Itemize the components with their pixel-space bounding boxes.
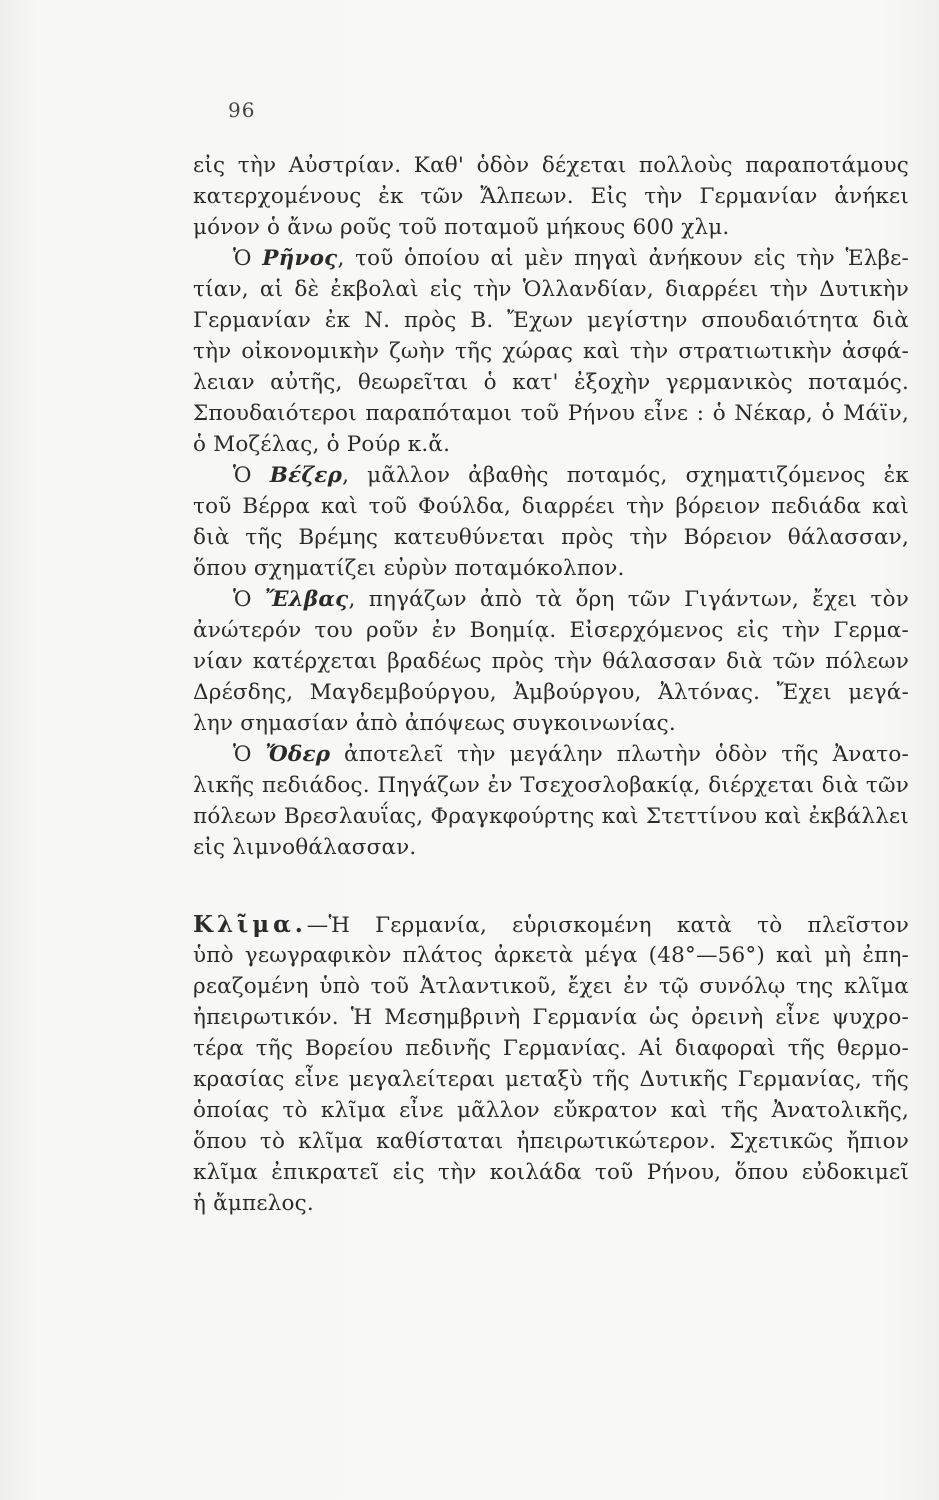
article: Ὁ — [233, 742, 266, 767]
text-line — [193, 1157, 909, 1188]
line-text: τοῦ Βέρρα καὶ τοῦ Φούλδα, διαρρέει τὴν βόρειον πεδιάδα καὶ — [193, 494, 909, 519]
text-line — [193, 367, 909, 398]
line-text: Σπουδαιότεροι παραπόταμοι τοῦ Ρήνου εἶνε : ὁ Νέκαρ, ὁ Μάϊν, — [193, 401, 909, 426]
section-gap — [193, 863, 909, 909]
paragraph — [193, 909, 909, 1219]
river-name: Ὄδερ — [265, 742, 331, 767]
line-text: τέρα τῆς Βορείου πεδινῆς Γερμανίας. Αἱ διαφοραὶ τῆς θερμο- — [193, 1036, 909, 1061]
line-text: τίαν, αἱ δὲ ἐκβολαὶ εἰς τὴν Ὁλλανδίαν, διαρρέει τὴν Δυτικὴν — [193, 277, 909, 302]
line-text: λικῆς πεδιάδος. Πηγάζων ἐν Τσεχοσλοβακίᾳ, διέρχεται διὰ τῶν — [193, 773, 909, 798]
line-text: ἀποτελεῖ τὴν μεγάλην πλωτὴν ὁδὸν τῆς Ἀνατο- — [330, 742, 909, 767]
line-text: ἠπειρωτικόν. Ἡ Μεσημβρινὴ Γερμανία ὡς ὀρεινὴ εἶνε ψυχρο- — [193, 1005, 909, 1030]
river-name: Ἔλβας — [264, 587, 349, 612]
text-line — [193, 1033, 909, 1064]
page-number: 96 — [228, 98, 256, 122]
text-line — [193, 305, 909, 336]
paragraph — [193, 243, 909, 460]
line-text: εἰς λιμνοθάλασσαν. — [193, 835, 417, 860]
text-line — [193, 801, 909, 832]
body-text — [193, 150, 909, 1219]
text-line — [193, 243, 909, 274]
line-text: λειαν αὐτῆς, θεωρεῖται ὁ κατ' ἐξοχὴν γερμανικὸς ποταμός. — [193, 370, 909, 395]
river-name: Ρῆνος — [262, 246, 338, 271]
text-line — [193, 971, 909, 1002]
paragraph — [193, 584, 909, 739]
text-line — [193, 1064, 909, 1095]
text-line — [193, 553, 909, 584]
line-text: ἀνώτερόν του ροῦν ἐν Βοημίᾳ. Εἰσερχόμενος εἰς τὴν Γερμα- — [193, 618, 909, 643]
text-line — [193, 1126, 909, 1157]
line-text: κλῖμα ἐπικρατεῖ εἰς τὴν κοιλάδα τοῦ Ρήνου, ὅπου εὐδοκιμεῖ — [193, 1160, 909, 1185]
text-line — [193, 739, 909, 770]
text-line — [193, 336, 909, 367]
text-line — [193, 1095, 909, 1126]
text-line — [193, 398, 909, 429]
line-text: ἡ ἄμπελος. — [193, 1191, 314, 1216]
text-line — [193, 1002, 909, 1033]
article: Ὁ — [233, 463, 270, 488]
line-text: τὴν οἰκονομικὴν ζωὴν τῆς χώρας καὶ τὴν στρατιωτικὴν ἀσφά- — [193, 339, 909, 364]
line-text: ὅπου σχηματίζει εὐρὺν ποταμόκολπον. — [193, 556, 625, 581]
text-line — [193, 522, 909, 553]
line-text: διὰ τῆς Βρέμης κατευθύνεται πρὸς τὴν Βόρειον θάλασσαν, — [193, 525, 909, 550]
line-text: ὑπὸ γεωγραφικὸν πλάτος ἀρκετὰ μέγα (48°—56°) καὶ μὴ ἐπη- — [193, 943, 909, 968]
text-line — [193, 646, 909, 677]
line-text: ὁποίας τὸ κλῖμα εἶνε μᾶλλον εὔκρατον καὶ τῆς Ἀνατολικῆς, — [193, 1098, 909, 1123]
river-name: Βέζερ — [269, 463, 343, 488]
line-text: ὁ Μοζέλας, ὁ Ρούρ κ.ἄ. — [193, 432, 451, 457]
article: Ὁ — [233, 587, 265, 612]
text-line — [193, 181, 909, 212]
text-line — [193, 429, 909, 460]
line-text: , μᾶλλον ἀβαθὴς ποταμός, σχηματιζόμενος ἐκ — [342, 463, 909, 488]
paragraph — [193, 460, 909, 584]
text-line — [193, 708, 909, 739]
line-text: λην σημασίαν ἀπὸ ἀπόψεως συγκοινωνίας. — [193, 711, 676, 736]
line-text: ρεαζομένη ὑπὸ τοῦ Ἀτλαντικοῦ, ἔχει ἐν τῷ συνόλῳ της κλῖμα — [193, 974, 909, 999]
paragraph — [193, 150, 909, 243]
line-text: —Ἡ Γερμανία, εὑρισκομένη κατὰ τὸ πλεῖστον — [306, 913, 909, 938]
text-line — [193, 150, 909, 181]
line-text: Δρέσδης, Μαγδεμβούργου, Ἀμβούργου, Ἀλτόνας. Ἔχει μεγά- — [193, 680, 909, 705]
line-text: μόνον ὁ ἄνω ροῦς τοῦ ποταμοῦ μήκους 600 χλμ. — [193, 215, 730, 240]
line-text: πόλεων Βρεσλαυΐας, Φραγκφούρτης καὶ Στεττίνου καὶ ἐκβάλλει — [193, 804, 909, 829]
text-line — [193, 940, 909, 971]
text-line — [193, 832, 909, 863]
line-text: κατερχομένους ἐκ τῶν Ἄλπεων. Εἰς τὴν Γερμανίαν ἀνήκει — [193, 184, 909, 209]
line-text: , πηγάζων ἀπὸ τὰ ὄρη τῶν Γιγάντων, ἔχει τὸν — [348, 587, 909, 612]
article: Ὁ — [233, 246, 263, 271]
paragraph — [193, 739, 909, 863]
text-line — [193, 1188, 909, 1219]
line-text: νίαν κατέρχεται βραδέως πρὸς τὴν θάλασσαν διὰ τῶν πόλεων — [193, 649, 909, 674]
text-line — [193, 909, 909, 940]
line-text: κρασίας εἶνε μεγαλείτεραι μεταξὺ τῆς Δυτικῆς Γερμανίας, τῆς — [193, 1067, 909, 1092]
line-text: ὅπου τὸ κλῖμα καθίσταται ἠπειρωτικώτερον. Σχετικῶς ἤπιον — [193, 1129, 909, 1154]
text-line — [193, 584, 909, 615]
text-line — [193, 677, 909, 708]
text-line — [193, 274, 909, 305]
section-heading: Κλῖμα. — [193, 911, 307, 938]
line-text: εἰς τὴν Αὐστρίαν. Καθ' ὁδὸν δέχεται πολλοὺς παραποτάμους — [193, 153, 909, 178]
text-line — [193, 460, 909, 491]
line-text: , τοῦ ὁποίου αἱ μὲν πηγαὶ ἀνήκουν εἰς τὴν Ἑλβε- — [337, 246, 909, 271]
text-line — [193, 491, 909, 522]
text-line — [193, 615, 909, 646]
text-line — [193, 212, 909, 243]
text-line — [193, 770, 909, 801]
line-text: Γερμανίαν ἐκ Ν. πρὸς Β. Ἔχων μεγίστην σπουδαιότητα διὰ — [193, 308, 909, 333]
